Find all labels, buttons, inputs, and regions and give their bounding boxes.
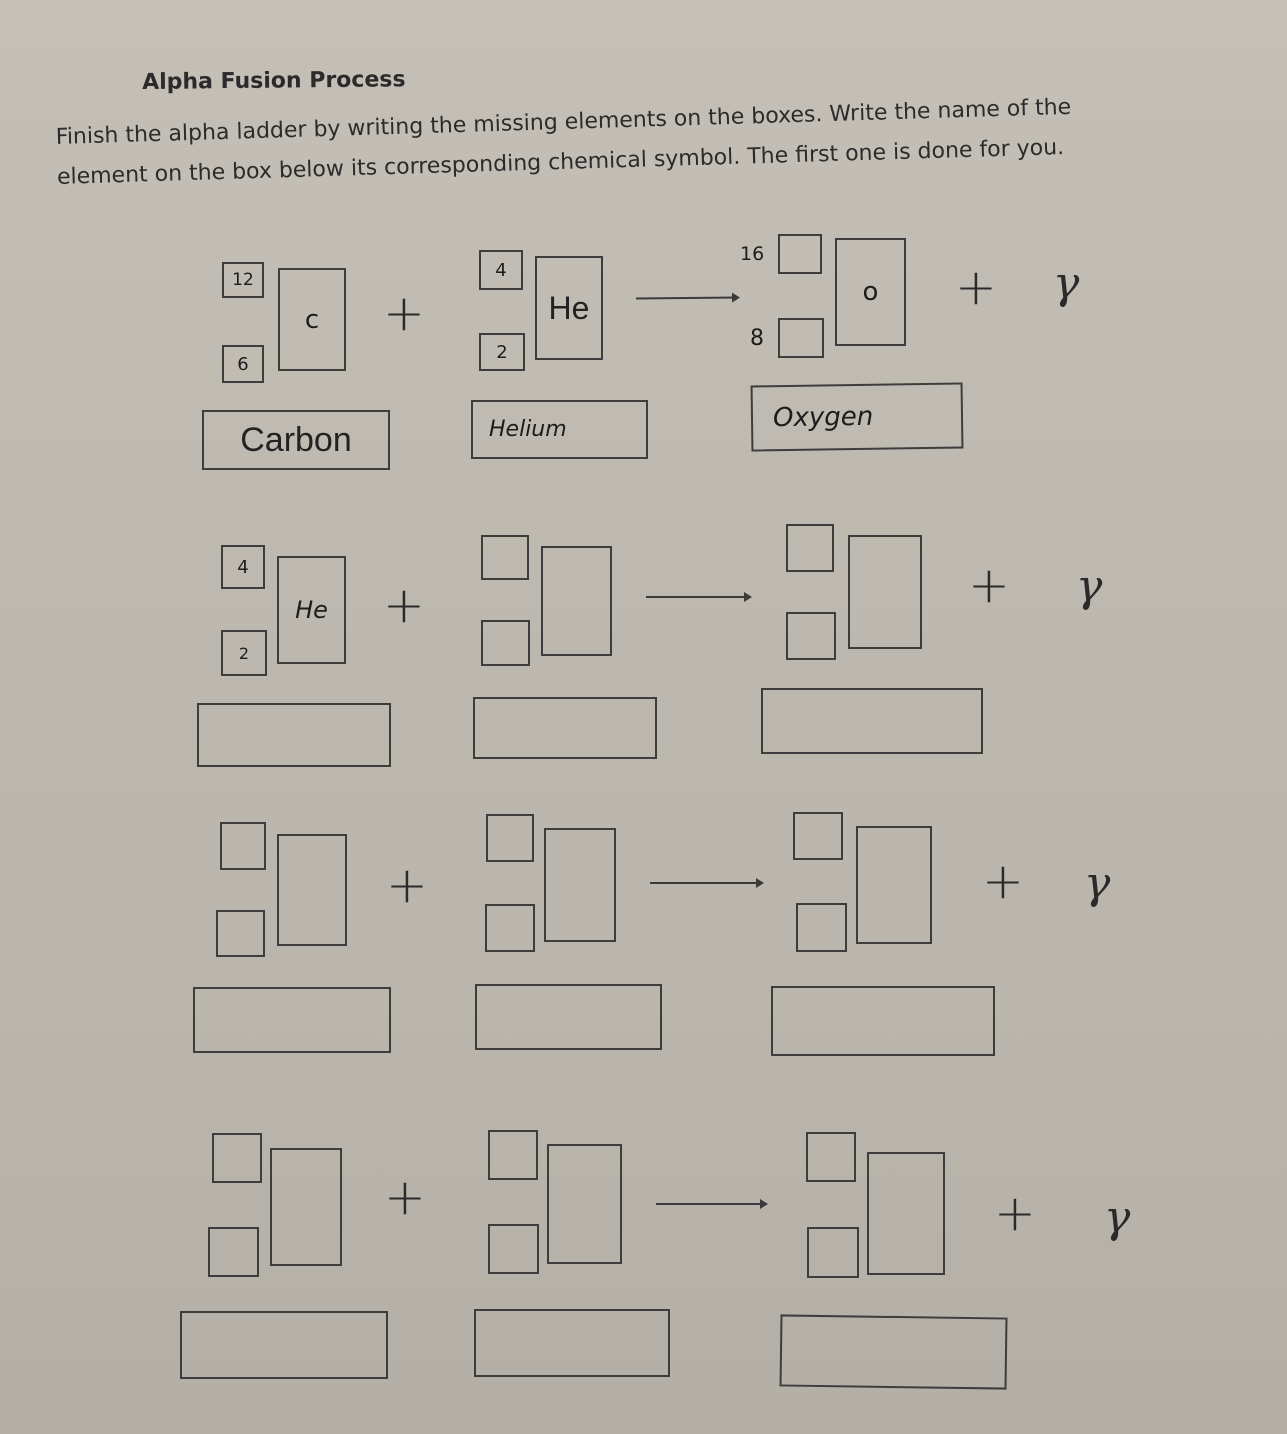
atomic-number-box[interactable]: 6 [222,345,264,383]
gamma-symbol: γ [1053,258,1080,309]
element-symbol-box[interactable]: He [277,556,346,664]
mass-number-box[interactable] [481,535,529,580]
mass-number-box[interactable] [806,1132,856,1182]
element-name-box[interactable] [193,987,391,1053]
atomic-number-box[interactable]: 2 [221,630,267,676]
element-symbol-box[interactable] [541,546,612,656]
plus-sign: + [994,1184,1036,1242]
element-name-box[interactable] [180,1311,388,1379]
element-name-box[interactable] [475,984,662,1050]
plus-sign: + [955,258,997,316]
atomic-number-box[interactable] [786,612,836,660]
element-symbol-box[interactable] [867,1152,945,1275]
atomic-number-value: 8 [750,325,764,351]
reaction-arrow [636,297,738,300]
atomic-number-box[interactable] [208,1227,259,1277]
element-symbol-box[interactable] [544,828,616,942]
element-name-box[interactable] [761,688,983,754]
mass-number-box[interactable] [793,812,843,860]
atomic-number-box[interactable] [481,620,530,666]
instructions-line-2: element on the box below its corresponding chemical symbol. The first one is done for you. [56,135,1065,190]
element-name-box[interactable] [473,697,657,759]
atomic-number-box[interactable] [485,904,535,952]
atomic-number-box[interactable] [796,903,847,952]
instructions-line-1: Finish the alpha ladder by writing the missing elements on the boxes. Write the name of the [55,94,1072,150]
mass-number-box[interactable] [488,1130,538,1180]
element-symbol-box[interactable]: o [835,238,906,346]
atomic-number-box[interactable] [216,910,265,957]
element-symbol-box[interactable]: He [535,256,603,360]
element-symbol-box[interactable] [547,1144,622,1264]
atomic-number-box[interactable] [488,1224,539,1274]
mass-number-box[interactable] [486,814,534,862]
element-name-box[interactable] [771,986,995,1056]
mass-number-value: 16 [740,243,765,265]
mass-number-box[interactable] [786,524,834,572]
reaction-arrow [646,596,750,598]
plus-sign: + [968,556,1010,614]
gamma-symbol: γ [1084,858,1111,909]
plus-sign: + [982,852,1024,910]
element-name-box[interactable]: Helium [471,400,648,459]
plus-sign: + [383,284,425,342]
atomic-number-box[interactable] [807,1227,859,1278]
gamma-symbol: γ [1076,561,1103,612]
element-name-box[interactable]: Carbon [202,410,390,470]
instructions [54,40,1262,198]
plus-sign: + [383,576,425,634]
mass-number-box[interactable] [220,822,266,870]
plus-sign: + [384,1168,426,1226]
element-symbol-box[interactable] [277,834,347,946]
mass-number-box[interactable] [212,1133,262,1183]
gamma-symbol: γ [1104,1192,1131,1243]
mass-number-box[interactable]: 4 [479,250,523,290]
element-symbol-box[interactable] [848,535,922,649]
element-name-box[interactable] [780,1314,1008,1389]
plus-sign: + [386,856,428,914]
element-symbol-box[interactable] [270,1148,342,1266]
element-symbol-box[interactable] [856,826,932,944]
mass-number-box[interactable]: 12 [222,262,264,298]
atomic-number-box[interactable]: 2 [479,333,525,371]
reaction-arrow [650,882,762,884]
element-name-box[interactable] [474,1309,670,1377]
reaction-arrow [656,1203,766,1205]
element-name-box[interactable]: Oxygen [751,383,964,452]
mass-number-box[interactable] [740,234,822,274]
atomic-number-box[interactable] [750,318,824,358]
worksheet-title: Alpha Fusion Process [142,67,406,95]
element-name-box[interactable] [197,703,391,767]
mass-number-box[interactable]: 4 [221,545,265,589]
element-symbol-box[interactable]: c [278,268,346,371]
